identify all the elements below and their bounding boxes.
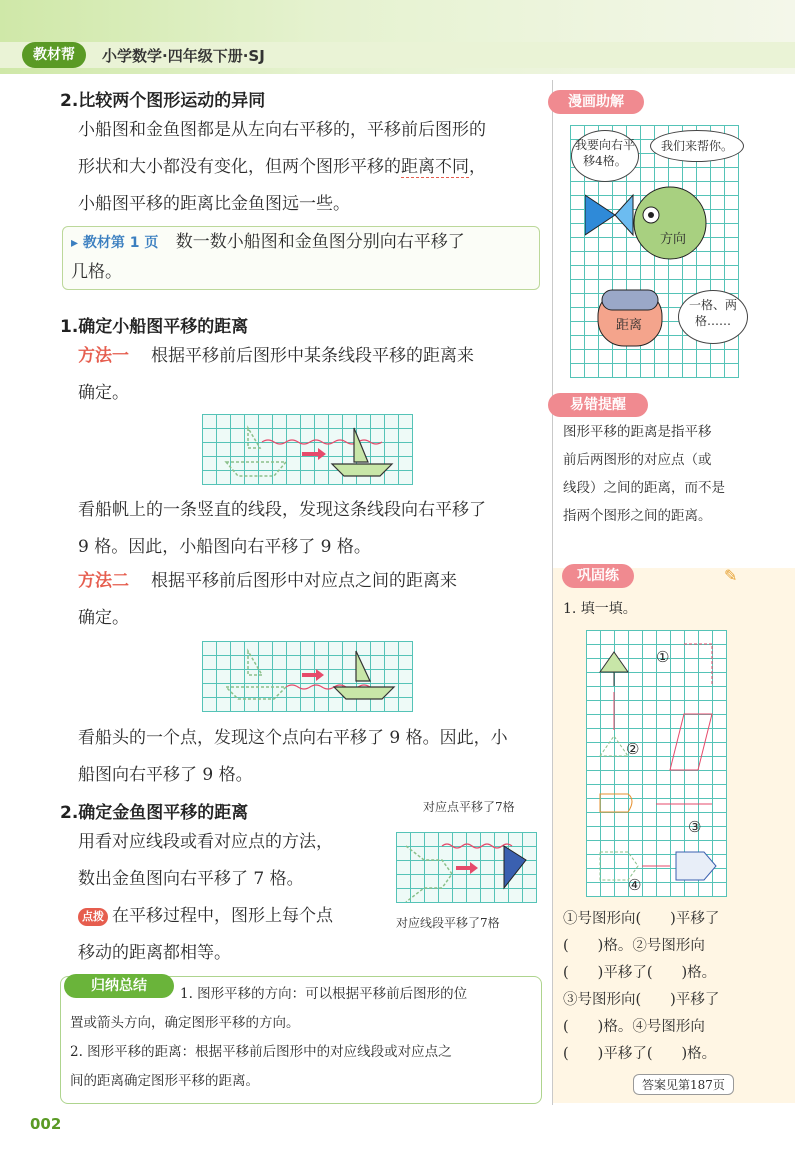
summary-label: 归纳总结	[64, 974, 174, 998]
practice-question: 1. 填一填。	[563, 601, 637, 617]
fish-grid	[396, 832, 537, 903]
pencil-icon: ✎	[724, 566, 738, 585]
comic-label: 漫画助解	[548, 90, 644, 114]
textbook-page-tag: ▸ 教材第 1 页	[71, 235, 159, 251]
observation1: 看船帆上的一条竖直的线段，发现这条线段向右平移了 9 格。因此，小船图向右平移了 9 格。	[78, 500, 486, 557]
fish-top-label: 对应点平移了7格	[423, 800, 515, 814]
speech-bubble-2: 我们来帮你。	[650, 130, 744, 162]
boat-sail-after	[354, 428, 368, 462]
fish-arrow-icon	[456, 862, 478, 874]
fish-paragraph: 用看对应线段或看对应点的方法， 数出金鱼图向右平移了 7 格。 点拨 在平移过程中，图形上每个点 移动的距离都相等。	[78, 832, 333, 963]
fish-character-icon	[585, 185, 715, 275]
speech-bubble-1: 我要向右平移4格。	[571, 130, 639, 182]
boat-hull-after-2	[334, 687, 394, 699]
boat-hull-before	[226, 462, 286, 476]
boat-hull-before-2	[226, 687, 286, 699]
boat-sail-before-2	[248, 651, 262, 675]
mark-3: ③	[688, 818, 702, 836]
compare-paragraph: 小船图和金鱼图都是从左向右平移的，平移前后图形的 形状和大小都没有变化，但两个图形平移的距离不同， 小船图平移的距离比金鱼图远一些。	[78, 120, 486, 214]
method1-label: 方法一	[78, 346, 129, 366]
practice-label: 巩固练	[562, 564, 634, 588]
boat-grid-method1	[202, 414, 413, 485]
page-number: 002	[30, 1115, 62, 1133]
fish-title: 2.确定金鱼图平移的距离	[60, 803, 249, 823]
method2-block: 方法二 根据平移前后图形中对应点之间的距离来 确定。	[78, 571, 457, 628]
right-arrow-icon-2	[302, 669, 324, 681]
practice-grid	[586, 630, 727, 897]
page-header	[0, 0, 795, 74]
tip-badge: 点拨	[78, 908, 108, 926]
method1-block: 方法一 根据平移前后图形中某条线段平移的距离来 确定。	[78, 346, 474, 403]
direction-label: 方向	[660, 232, 687, 247]
observation2: 看船头的一个点，发现这个点向右平移了 9 格。因此，小 船图向右平移了 9 格。	[78, 728, 508, 785]
brand-badge: 教材帮	[22, 42, 86, 68]
boat-sail-before	[248, 428, 260, 448]
mark-1: ②	[626, 740, 640, 758]
summary-text: 1. 图形平移的方向：可以根据平移前后图形的位 置或箭头方向，确定图形平移的方向。 2. 图形平移的距离：根据平移前后图形中的对应线段或对应点之 间的距离确定图形平移的距离。	[70, 986, 468, 1089]
fish-bottom-label: 对应线段平移了7格	[396, 916, 500, 930]
wavy-fish-arrow	[442, 844, 512, 848]
mark-4: ④	[628, 876, 642, 894]
boat-sail-after-2	[356, 651, 370, 681]
mistake-text: 图形平移的距离是指平移 前后两图形的对应点（或 线段）之间的距离，而不是 指两个图形之间的距离。	[563, 424, 725, 524]
distance-label: 距离	[616, 318, 643, 333]
boat-hull-after	[332, 464, 392, 476]
compare-title: 2.比较两个图形运动的异同	[60, 91, 266, 111]
fish-after	[504, 846, 526, 888]
mark-2: ①	[656, 648, 670, 666]
boat-grid-method2	[202, 641, 413, 712]
speech-bubble-3: 一格、两格……	[678, 290, 748, 344]
practice-fill-in: ①号图形向( )平移了 ( )格。②号图形向 ( )平移了( )格。 ③号图形向( )平移了 ( )格。④号图形向 ( )平移了( )格。	[563, 911, 720, 1062]
mistake-label: 易错提醒	[548, 393, 648, 417]
method2-label: 方法二	[78, 571, 129, 591]
answer-reference: 答案见第187页	[633, 1074, 734, 1095]
wavy-segment-arrow	[262, 440, 382, 444]
boat-title: 1.确定小船图平移的距离	[60, 317, 249, 337]
fish-before	[406, 846, 452, 902]
right-arrow-icon	[302, 448, 326, 460]
series-title: 小学数学·四年级下册·SJ	[102, 47, 265, 65]
textbook-reference-box: ▸ 教材第 1 页 数一数小船图和金鱼图分别向右平移了 几格。	[62, 226, 540, 290]
